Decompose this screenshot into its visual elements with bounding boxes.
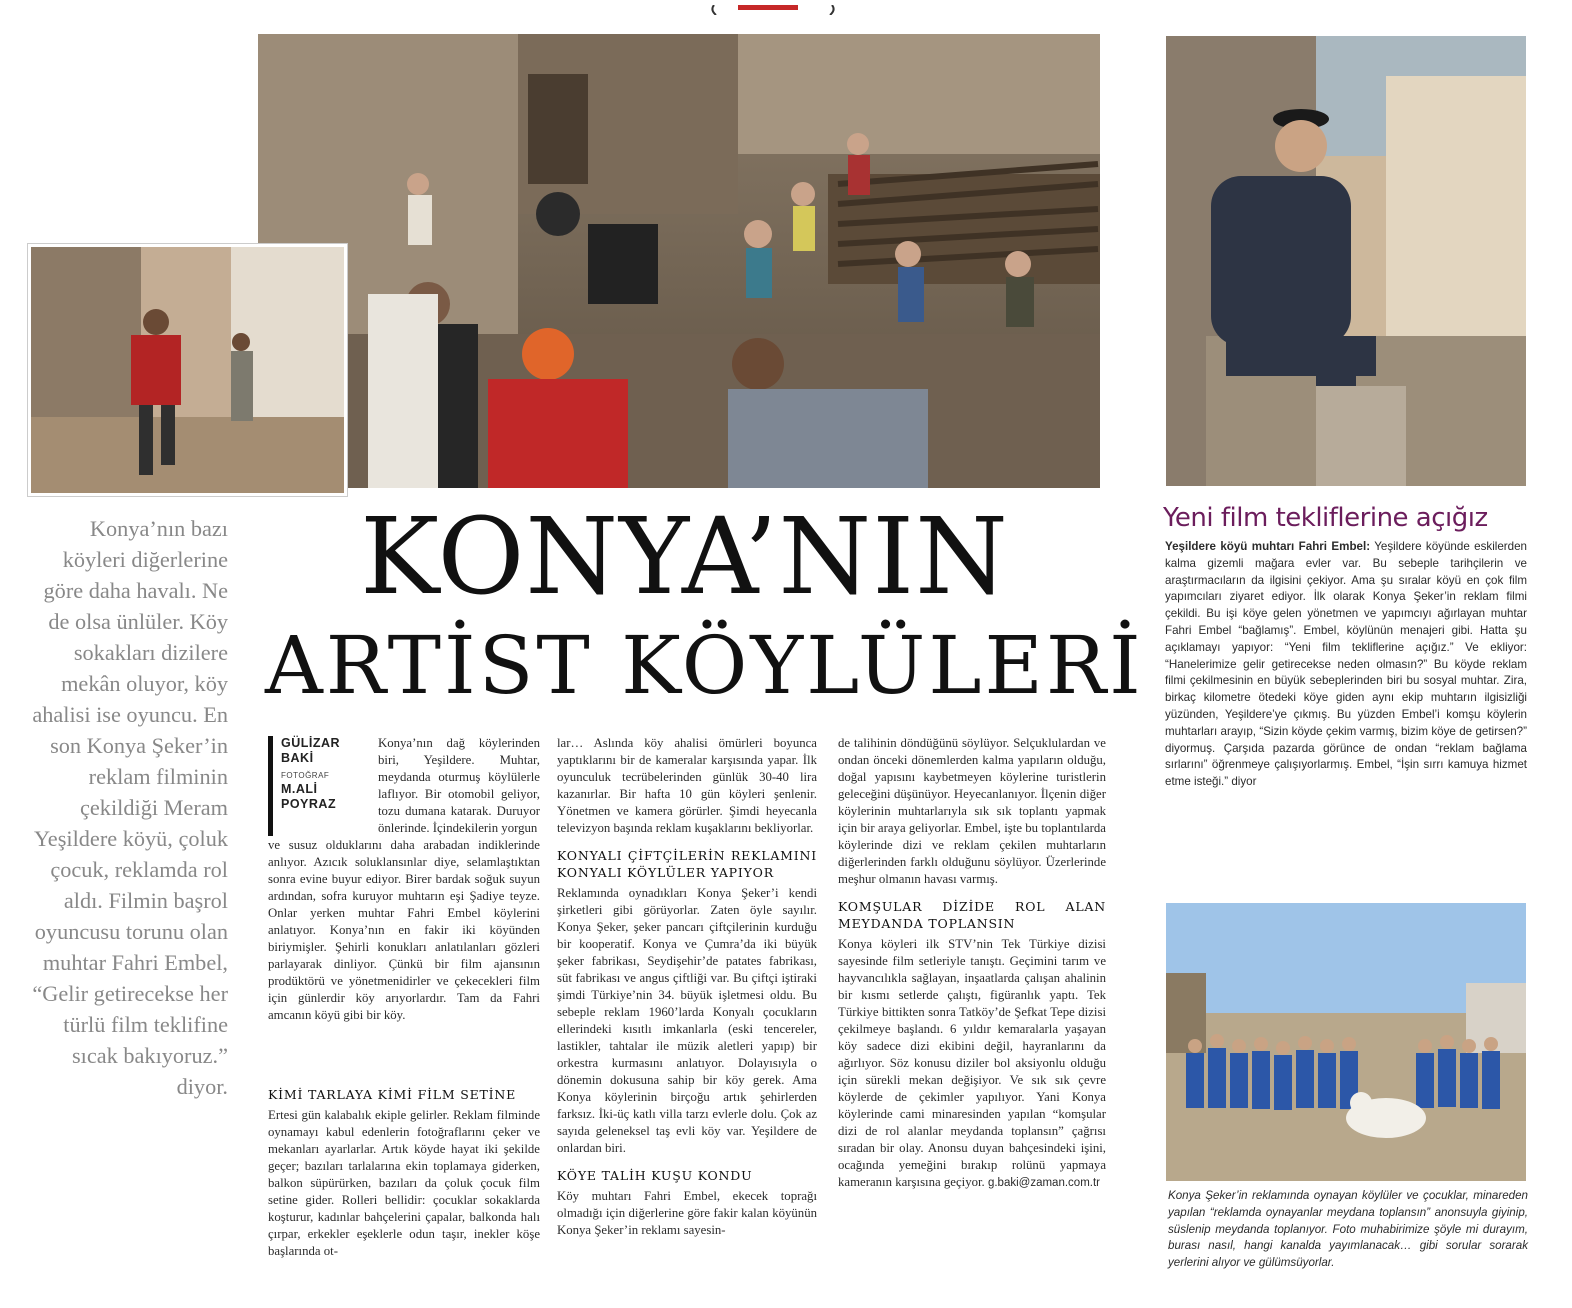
- author-first-name: GÜLİZAR: [281, 736, 341, 750]
- page-top-ornament: [708, 0, 838, 10]
- sidebar-text: Yeşildere köyünde eskilerden kalma gizemli mağara evler var. Bu sebeple tarihçilerin ve araştırmacıların da ilgisini çekiyor. Ama şu sıralar köyü en çok film yapımcıları ziyaret ediyor. İlk olarak Konya Şeker’in reklam filmi çekildi. Bu işi köye gelen yönetmen ve yapımcıyı ağırlayan muhtar Fahri Embel “bağlamış”. Embel, köylünün menajeri gibi. Hatta şu açıklamayı yapıyor: “Yeni film tekliflerine açığız.” Ve ekliyor: “Hanelerimize gelir getirecekse neden olmasın?” Bu köyde reklam filmi çekilmesinin en büyük sebeplerinden biri bu sosyal muhtar. Zira, birkaç kilometre ötedeki köye giden aynı ekip muhtarın ilgisizliği yüzünden, Yeşildere’ye çıkmış. Bu yüzden Embel’i komşu köylerin muhtarları arayıp, “Sizin köyde çekim varmış, bizim köye de getirsen?” diyormuş. Çarşıda pazarda görünce de ondan “reklam bağlama sırlarını” öğrenmeye çalışıyorlarmış. Embel, “İşin sırrı kamuya hizmet etme isteği.” diyor: [1165, 540, 1527, 789]
- photographer-last-name: POYRAZ: [281, 797, 337, 811]
- film-set-photo: [258, 34, 1100, 488]
- photographer-first-name: M.ALİ: [281, 782, 318, 796]
- article-col3: [838, 735, 1106, 1287]
- article-col1-intro: Konya’nın dağ köylerinden biri, Yeşildere. Muhtar, meydanda oturmuş köylülerle laflıyor. Bir otomobil geliyor, tozu dumana katarak. Duruyor önlerinde. İçindekilerin yorgun: [378, 736, 540, 835]
- article-col3-end: Konya köyleri ilk STV’nin Tek Türkiye dizisi sayesinde film setleriyle tanıştı. Geçimini tarım ve hayvancılıkla sağlayan, inşaatlarda çalışan ahalinin bir kısmı setlerde çalıştı, figüranlık yaptı. Tek Türkiye bittikten sonra Tatköy’de Şefkat Tepe dizisi çekilmeye başlandı. 6 yıldır kemaralarla yaşayan köy sadece dizi ekibini değil, hayranlarını da ağırlıyor. Söz konusu diziler bol aksiyonlu olduğu için sürekli mekan değişiyor. Ve sık sık çevre köylerde de çekimler yapılıyor. Yani Konya köylerinde cami minaresinden yapılan “komşular dizi de rol alanlar meydanda toplansın” çağrısı sıradan bir olay. Anonsu duyan bahçesindeki işini, ocağında yemeğini bırakıp rolünü yapmaya kameranın karşısına geçiyor.: [838, 937, 1106, 1189]
- author-email[interactable]: g.baki@zaman.com.tr: [987, 1177, 1100, 1189]
- villagers-group-photo: [1166, 903, 1526, 1181]
- running-child-photo: [28, 244, 347, 496]
- article-col1-wrap: [268, 837, 540, 1087]
- sidebar-lead: Yeşildere köyü muhtarı Fahri Embel:: [1165, 540, 1371, 553]
- subheading-komsular: KOMŞULAR DİZİDE ROL ALAN MEYDANDA TOPLANSIN: [838, 899, 1106, 931]
- sidebar-body: [1165, 539, 1527, 839]
- side-quote: Konya’nın bazı köyleri diğerlerine göre daha havalı. Ne de olsa ünlüler. Köy sokakları dizilere mekân oluyor, köy ahalisi ise oyuncu. En son Konya Şeker’in reklam filminin çekildiği Meram Yeşildere köyü, çoluk çocuk, reklamda rol aldı. Filmin başrol oyuncusu torunu olan muhtar Fahri Embel, “Gelir getirecekse her türlü film teklifine sıcak bakıyoruz.” diyor.: [32, 516, 228, 1099]
- article-col1-intro-continued: ve susuz olduklarını daha arabadan indiklerinde anlıyor. Azıcık soluklansınlar diye, selamlaştıktan sonra evine buyur ediyor. Birer bardak soğuk suyun ardından, sofra kuruyor muhtarın eşi Şadiye teyze. Onlar yerken muhtar Fahri Embel köylerini anlatıyor. Konya’nın en fakir iki köyünden biriymişler. Şehirli konukları anlatılanları gözleri parlayarak dinliyor. Çünkü bir film ajansının prodüktörü ve yönetmenidirler ve çekecekleri film için günlerdir köy arıyorlardır. Tam da Fahri amcanın köyü gibi bir köy.: [268, 838, 540, 1022]
- article-col2-mid: Reklamında oynadıkları Konya Şeker’i kendi şirketleri gibi görüyorlar. Zaten öyle sayılır. Konya Şeker, şeker pancarı çiftçilerinin kurduğu bir kooperatif. Konya ve Çumra’da iki büyük şeker fabrikası, Seydişehir’de patates fabrikası, süt fabrikası ve angus çiftliği var. Bu çiftçi iştiraki şimdi Türkiye’nin 34. büyük işletmesi oldu. Bu sebeple reklam 1960’larda Konyalı çocukların ellerindeki kısıtlı imkanlarla (eski tencereler, lastikler, tahtalar ile müzik aletleri yapıp) bir orkestra kurmasını anlatıyor. Dolayısıyla o dönemin dokusuna sahip bir köy gerek. Ama Konya köylerinin birçoğu artık şehirlerden farksız. İki-üç katlı villa tarzı evlerle dolu. Çok az sayıda geleneksel taş evli köy var. Yeşildere de onlardan biri.: [557, 886, 817, 1155]
- article-col1-top: [378, 735, 540, 837]
- subheading-konyali-ciftciler: KONYALI ÇİFTÇİLERİN REKLAMINI KONYALI KÖYLÜLER YAPIYOR: [557, 848, 817, 880]
- article-col2: [557, 735, 817, 1287]
- muhtar-portrait-photo: [1166, 36, 1526, 486]
- byline: [268, 736, 342, 836]
- article-col2-end: Köy muhtarı Fahri Embel, ekecek toprağı olmadığı için diğerlerine göre fakir kalan köyünün Konya Şeker’in reklamı sayesin-: [557, 1189, 817, 1237]
- subheading-koye-talih: KÖYE TALİH KUŞU KONDU: [557, 1168, 753, 1183]
- headline-line1: KONYA’NIN: [360, 495, 1009, 618]
- article-col2-intro: lar… Aslında köy ahalisi ömürleri boyunca yaptıklarını bir de kameralar karşısında yapar. İlk oyunculuk tecrübelerinden günlük 30-40 lira kazanırlar. Bir hafta 10 gün köyleri şenlenir. Yönetmen ve kamera görürler. Şimdi heyecanla televizyon başında reklam kuşaklarını bekliyorlar.: [557, 736, 817, 835]
- photo-credit-label: FOTOĞRAF: [281, 771, 330, 780]
- headline-line2: ARTİST KÖYLÜLERİ: [265, 619, 1144, 712]
- article-col3-intro: de talihinin döndüğünü söylüyor. Selçuklulardan ve ondan önceki dönemlerden kalma yapıların olduğu, doğal yapısını kaybetmeyen köylerine turistlerin geleceğini düşünüyor. Heyecanlanıyor. İlçenin diğer köylerinin muhtarlarıyla sık sık toplantı yapmak için bir araya geliyorlar. Embel, işte bu toplantılarda köylerinde dizi ve reklam çekilen muhtarların diğerlerinden farklı olduğunu söylüyor. Üzerlerinde meşhur olmanın havası varmış.: [838, 736, 1106, 886]
- article-col1-after: Ertesi gün kalabalık ekiple gelirler. Reklam filminde oynamayı kabul edenlerin fotoğraflarını çeker ve mekanları ayarlarlar. Artık köyde hayat iki şekilde geçer; bazıları tarlalarına ekin toplamaya giderken, balkon süpürürken, bazıları da çoluk çocuk film setine gider. Rolleri bellidir: çocuklar sokaklarda koşturur, kadınlar bahçelerini çapalar, balkonda halı çırpar, erkekler eşeklerle odun taşır, inekler köşe başlarında ot-: [268, 1108, 540, 1258]
- group-photo-caption: Konya Şeker’in reklamında oynayan köylüler ve çocuklar, minareden yapılan “reklamda oynayanlar meydana toplansın” anonsuyla giyinip, süslenip meydanda toplanıyor. Foto muhabirimize şöyle mi durayım, burası nasıl, hangi kanalda yayımlanacak… gibi sorular sorarak yerlerini alıyor ve gülümsüyorlar.: [1168, 1189, 1528, 1270]
- sidebar-title: Yeni film tekliflerine açığız: [1163, 503, 1488, 533]
- author-last-name: BAKİ: [281, 751, 314, 765]
- subheading-kimi-tarlaya: KİMİ TARLAYA KİMİ FİLM SETİNE: [268, 1087, 517, 1102]
- article-col1-bottom: [268, 1082, 540, 1287]
